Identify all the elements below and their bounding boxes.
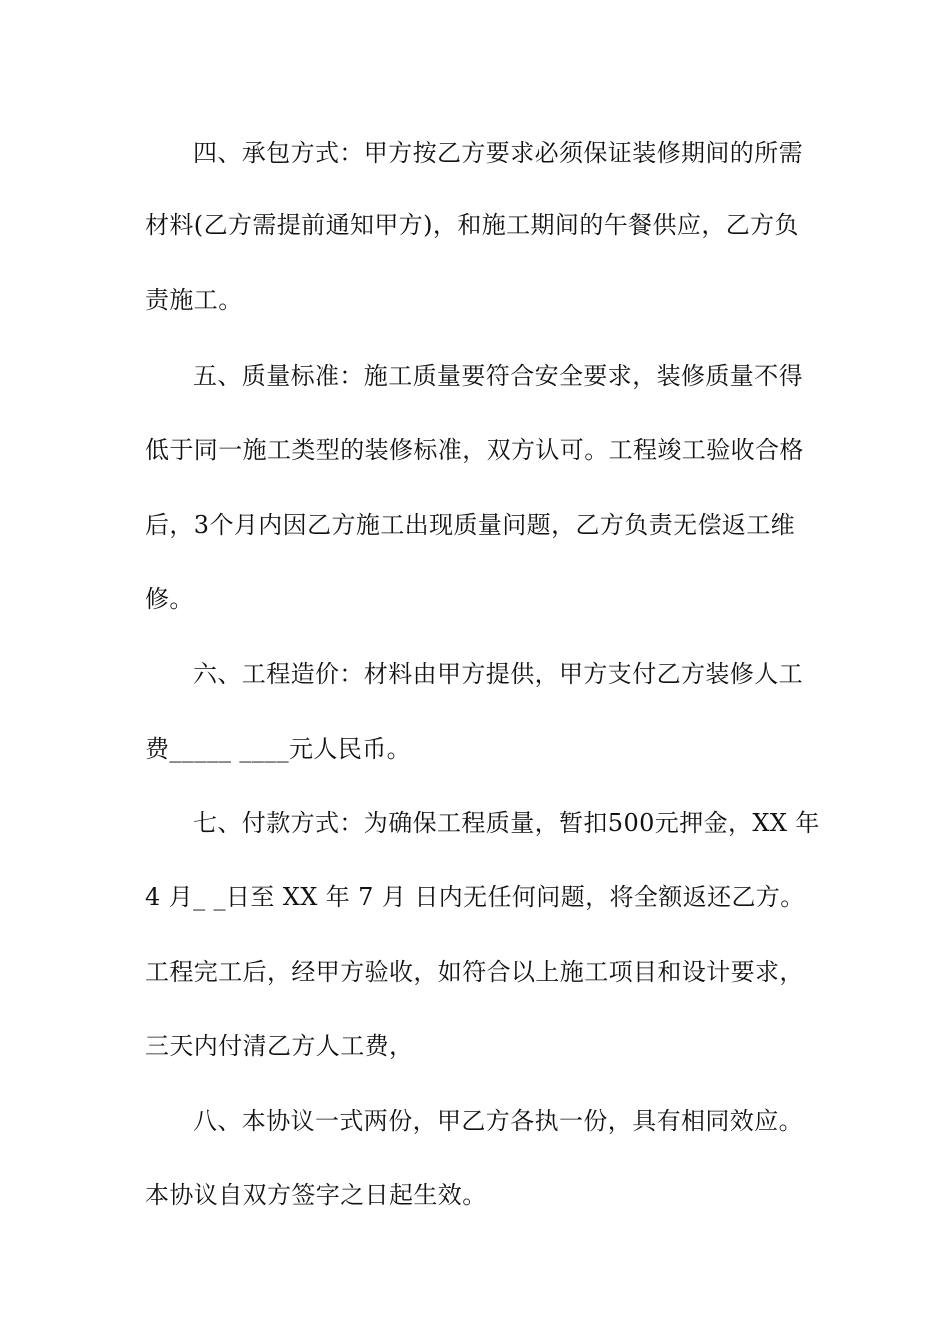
clause-8-line-1: 八、本协议一式两份，甲乙方各执一份，具有相同效应。	[193, 1107, 803, 1135]
clause-5-line-1: 五、质量标准：施工质量要符合安全要求，装修质量不得	[193, 362, 803, 390]
clause-5-line-4: 修。	[145, 585, 194, 613]
clause-4-line-3: 责施工。	[145, 286, 243, 314]
clause-7-line-2: 4 月_ _日至 XX 年 7 月 日内无任何问题，将全额返还乙方。	[145, 883, 805, 911]
clause-5-line-3: 后，3个月内因乙方施工出现质量问题，乙方负责无偿返工维	[145, 511, 796, 539]
clause-7-line-4: 三天内付清乙方人工费，	[145, 1032, 414, 1060]
clause-8-line-2: 本协议自双方签字之日起生效。	[145, 1181, 487, 1209]
clause-7-line-3: 工程完工后，经甲方验收，如符合以上施工项目和设计要求，	[145, 958, 804, 986]
clause-7-line-1: 七、付款方式：为确保工程质量，暂扣500元押金，XX 年	[193, 809, 820, 837]
clause-6-line-2: 费_____ ____元人民币。	[145, 735, 412, 763]
clause-4-line-1: 四、承包方式：甲方按乙方要求必须保证装修期间的所需	[193, 139, 803, 167]
clause-6-line-1: 六、工程造价：材料由甲方提供，甲方支付乙方装修人工	[193, 660, 803, 688]
clause-5-line-2: 低于同一施工类型的装修标准，双方认可。工程竣工验收合格	[145, 436, 804, 464]
clause-4-line-2: 材料(乙方需提前通知甲方)，和施工期间的午餐供应，乙方负	[145, 211, 799, 239]
